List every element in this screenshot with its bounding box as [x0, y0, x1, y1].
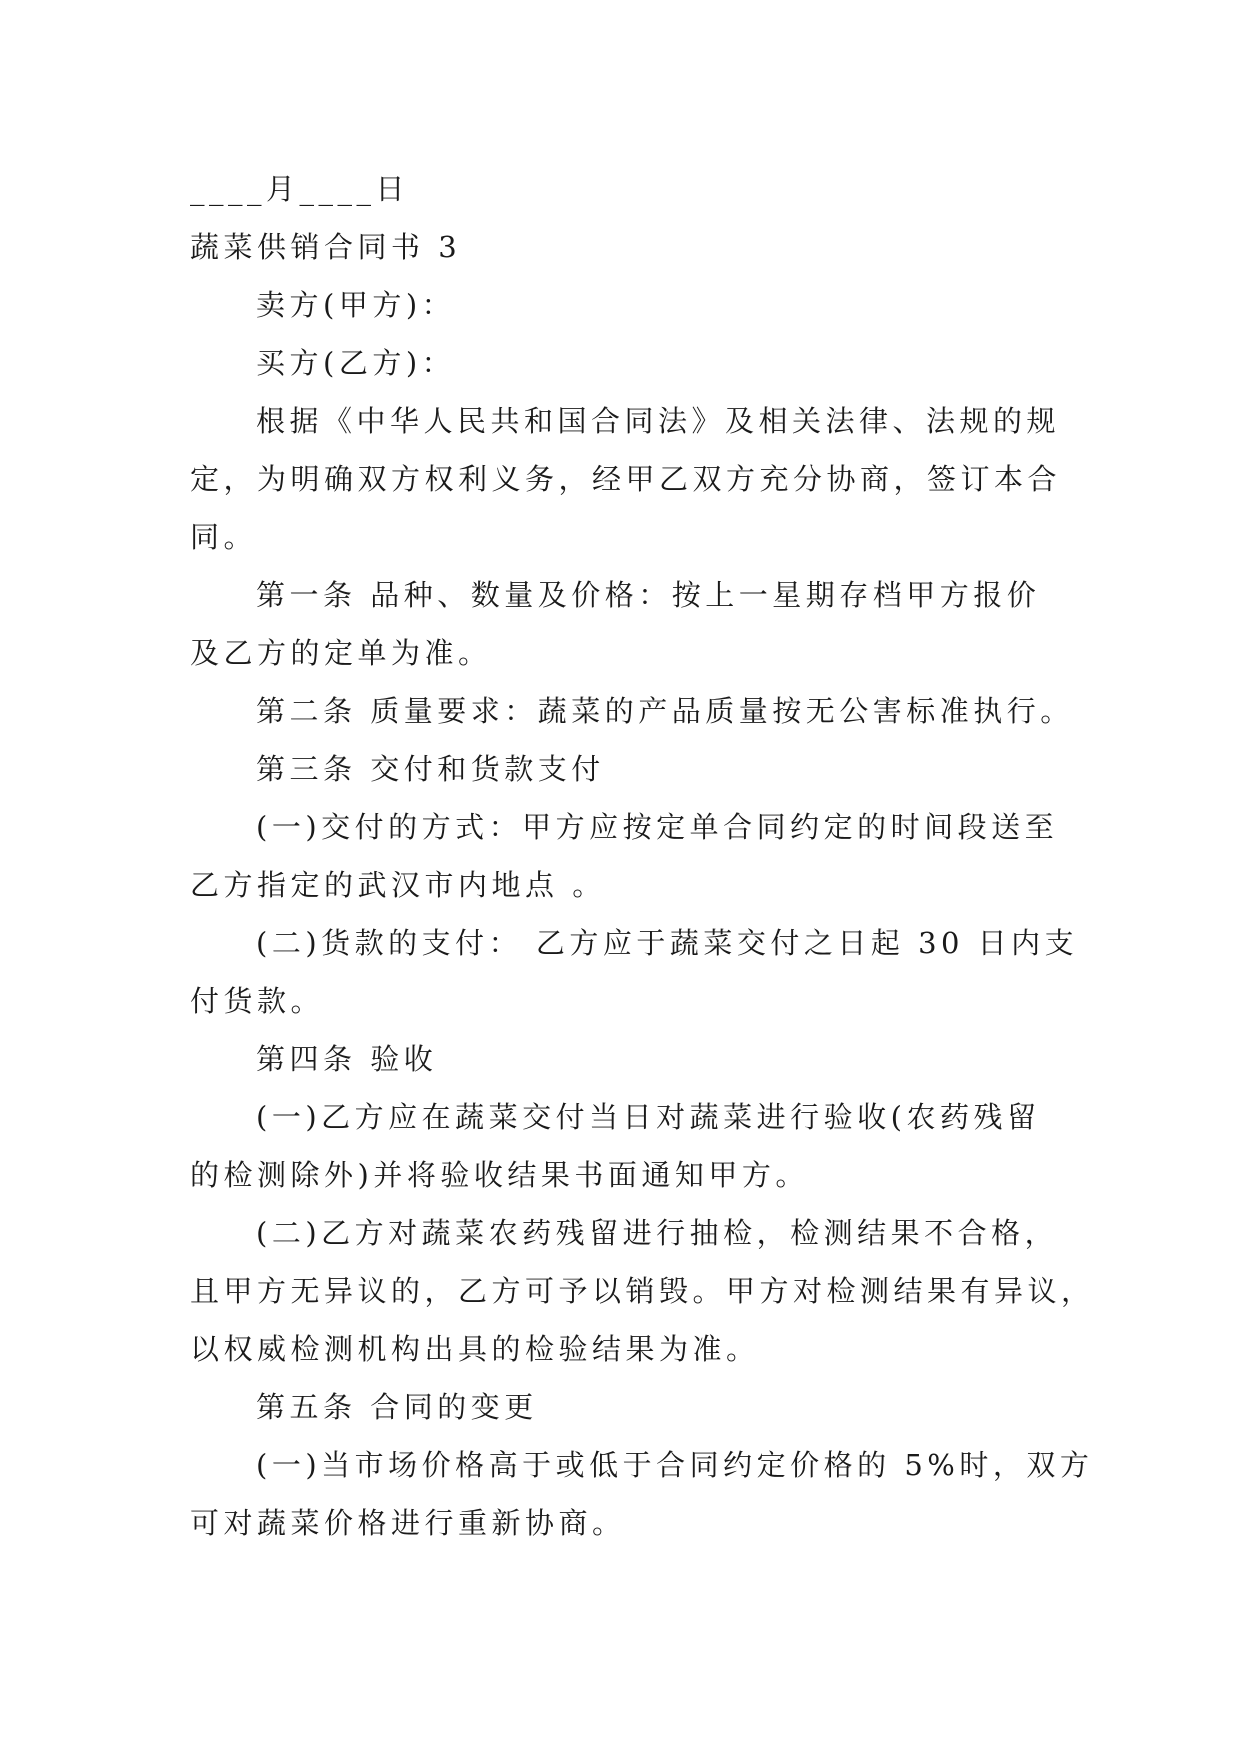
article-5-item-1-line-2: 可对蔬菜价格进行重新协商。 — [190, 1506, 626, 1540]
article-1-line-2: 及乙方的定单为准。 — [190, 636, 492, 670]
preamble-line-3: 同。 — [190, 520, 258, 554]
buyer-line: 买方(乙方)： — [256, 346, 456, 380]
article-3-item-2-line-2: 付货款。 — [190, 984, 325, 1018]
article-4-item-1-line-1: (一)乙方应在蔬菜交付当日对蔬菜进行验收(农药残留 — [256, 1100, 1041, 1134]
article-4-item-2-line-1: (二)乙方对蔬菜农药残留进行抽检，检测结果不合格， — [256, 1216, 1059, 1250]
article-2-line: 第二条 质量要求：蔬菜的产品质量按无公害标准执行。 — [256, 694, 1074, 728]
preamble-line-2: 定，为明确双方权利义务，经甲乙双方充分协商，签订本合 — [190, 462, 1062, 496]
article-4-item-2-line-3: 以权威检测机构出具的检验结果为准。 — [190, 1332, 760, 1366]
article-3-item-1-line-1: (一)交付的方式：甲方应按定单合同约定的时间段送至 — [256, 810, 1059, 844]
article-1-line-1: 第一条 品种、数量及价格：按上一星期存档甲方报价 — [256, 578, 1041, 612]
article-5-heading: 第五条 合同的变更 — [256, 1390, 538, 1424]
seller-line: 卖方(甲方)： — [256, 288, 456, 322]
article-3-heading: 第三条 交付和货款支付 — [256, 752, 605, 786]
article-5-item-1-line-1: (一)当市场价格高于或低于合同约定价格的 5%时，双方 — [256, 1448, 1094, 1482]
article-4-item-2-line-2: 且甲方无异议的，乙方可予以销毁。甲方对检测结果有异议， — [190, 1274, 1095, 1308]
date-line: ____月____日 — [190, 172, 410, 206]
article-4-heading: 第四条 验收 — [256, 1042, 438, 1076]
article-3-item-2-line-1: (二)货款的支付： 乙方应于蔬菜交付之日起 30 日内支 — [256, 926, 1079, 960]
article-4-item-1-line-2: 的检测除外)并将验收结果书面通知甲方。 — [190, 1158, 809, 1192]
document-page — [190, 160, 1095, 1552]
preamble-line-1: 根据《中华人民共和国合同法》及相关法律、法规的规 — [256, 404, 1061, 438]
article-3-item-1-line-2: 乙方指定的武汉市内地点 。 — [190, 868, 606, 902]
contract-title: 蔬菜供销合同书 3 — [190, 230, 462, 264]
